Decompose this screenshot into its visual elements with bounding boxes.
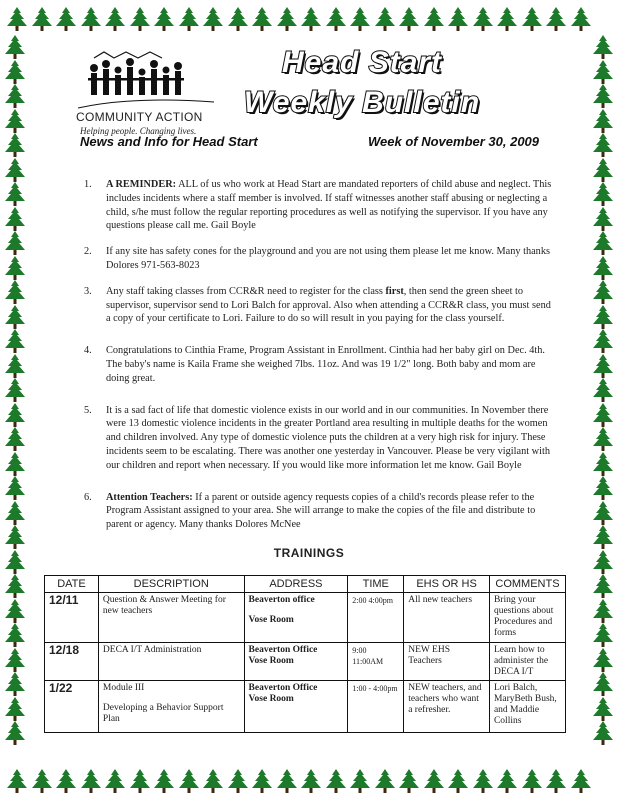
tree-icon — [592, 696, 614, 722]
tree-icon — [251, 6, 273, 32]
tree-icon — [592, 402, 614, 428]
item-text: Any staff taking classes from CCR&R need to register for the class — [106, 285, 386, 297]
tree-icon — [325, 768, 347, 794]
cell-time: 2:00 4:00pm — [348, 593, 404, 643]
cell-description: Module III Developing a Behavior Support Plan — [98, 681, 244, 733]
tree-icon — [129, 768, 151, 794]
tree-icon — [4, 132, 26, 158]
tree-icon — [55, 768, 77, 794]
tree-icon — [349, 6, 371, 32]
tree-icon — [545, 6, 567, 32]
tree-icon — [592, 328, 614, 354]
table-row — [45, 593, 566, 643]
tree-icon — [496, 768, 518, 794]
tree-icon — [592, 108, 614, 134]
tree-icon — [4, 598, 26, 624]
tree-icon — [570, 768, 592, 794]
tree-icon — [80, 6, 102, 32]
tree-icon — [6, 6, 28, 32]
tree-icon — [227, 768, 249, 794]
tree-icon — [592, 622, 614, 648]
tree-icon — [592, 671, 614, 697]
cell-time: 9:00 11:00AM — [348, 643, 404, 681]
tree-icon — [202, 768, 224, 794]
tree-icon — [592, 426, 614, 452]
tree-icon — [447, 6, 469, 32]
tree-icon — [592, 500, 614, 526]
tree-icon — [4, 402, 26, 428]
tree-icon — [80, 768, 102, 794]
tree-icon — [4, 353, 26, 379]
tree-icon — [153, 768, 175, 794]
tree-icon — [592, 206, 614, 232]
tree-icon — [4, 59, 26, 85]
cell-comments: Learn how to administer the DECA I/T — [489, 643, 565, 681]
col-header-comments: COMMENTS — [489, 576, 565, 593]
tree-icon — [4, 181, 26, 207]
item-label: Attention Teachers: — [106, 491, 193, 503]
tree-icon — [300, 6, 322, 32]
tree-icon — [592, 181, 614, 207]
tree-icon — [104, 6, 126, 32]
tree-icon — [398, 768, 420, 794]
list-item: 3. Any staff taking classes from CCR&R need to register for the class first, then send the green sheet to supervisor, supervisor send to Lori Balch for approval. Also when attending a CCR&R class, you must send a copy of your certificate to Lori. Failure to do so will result in you paying for the class yourself. — [84, 285, 551, 325]
cell-comments: Lori Balch, MaryBeth Bush, and Maddie Collins — [489, 681, 565, 733]
tree-icon — [545, 768, 567, 794]
cell-ehs-or-hs: NEW EHS Teachers — [404, 643, 490, 681]
bulletin-title-line2: Weekly Bulletin — [244, 86, 481, 119]
col-header-address: ADDRESS — [244, 576, 348, 593]
tree-icon — [592, 279, 614, 305]
item-text: Congratulations to Cinthia Frame, Program Assistant in Enrollment. Cinthia had her baby girl on Dec. 4th. The baby's name is Kaila Frame she weighed 7lbs. 11oz. And was 19 1/2" long. Both baby and mom are doing great. — [106, 345, 545, 384]
cell-ehs-or-hs: All new teachers — [404, 593, 490, 643]
tree-icon — [592, 573, 614, 599]
col-header-date: DATE — [45, 576, 99, 593]
tree-icon — [4, 255, 26, 281]
tree-icon — [592, 132, 614, 158]
tree-icon — [592, 647, 614, 673]
tree-icon — [521, 768, 543, 794]
col-header-description: DESCRIPTION — [98, 576, 244, 593]
tree-icon — [276, 768, 298, 794]
list-item: 6. Attention Teachers: If a parent or outside agency requests copies of a child's records please refer to the Program Assistant assigned to your area. She will arrange to make the copies of the file and distribute to parent or agency. Many thanks Dolores McNee — [84, 491, 536, 531]
item-text: It is a sad fact of life that domestic violence exists in our world and in our communities. In November there were 13 domestic violence incidents in the greater Portland area resulting in multiple deaths for the women and children involved. Any type of domestic violence puts the children at a very high risk for injury. These incidents seem to be escalating. There was another one yesterday in Vancouver. Please be very vigilant with our children and report when necessary. If you would like more information let me know. Gail Boyle — [106, 404, 550, 471]
tree-icon — [592, 353, 614, 379]
col-header-time: TIME — [348, 576, 404, 593]
cell-address: Beaverton Office Vose Room — [244, 681, 348, 733]
tree-icon — [178, 6, 200, 32]
cell-description: Question & Answer Meeting for new teachers — [98, 593, 244, 643]
item-label: A REMINDER: — [106, 179, 177, 190]
cell-date: 12/18 — [45, 643, 99, 681]
tree-icon — [4, 720, 26, 746]
tree-icon — [276, 6, 298, 32]
tree-icon — [592, 59, 614, 85]
tree-icon — [4, 500, 26, 526]
list-item: 5. It is a sad fact of life that domestic violence exists in our world and in our communities. In November there were 13 domestic violence incidents in the greater Portland area resulting in multiple deaths for the women and children involved. Any type of domestic violence puts the children at a very high risk for injury. These incidents seem to be escalating. There was another one yesterday in Vancouver. Please be very vigilant with our children and report when necessary. If you would like more information let me know. Gail Boyle — [84, 404, 550, 471]
tree-icon — [4, 573, 26, 599]
tree-icon — [423, 6, 445, 32]
tree-icon — [4, 279, 26, 305]
tree-icon — [4, 671, 26, 697]
bulletin-title-line1: Head Start — [282, 46, 443, 79]
tree-icon — [349, 768, 371, 794]
tree-icon — [6, 768, 28, 794]
tree-icon — [592, 304, 614, 330]
tree-icon — [374, 768, 396, 794]
tree-icon — [4, 622, 26, 648]
tree-icon — [129, 6, 151, 32]
item-text: ALL of us who work at Head Start are mandated reporters of child abuse and neglect. This includes incidents where a staff member is involved. If staff witnesses another staff abusing or neglecting a child, s/he must follow the regular reporting procedures as well as notifying the supervisor. If you have any questions please call me. Gail Boyle — [106, 179, 552, 232]
col-header-ehs-or-hs: EHS OR HS — [404, 576, 490, 593]
tree-icon — [4, 451, 26, 477]
tree-icon — [4, 108, 26, 134]
cell-description: DECA I/T Administration — [98, 643, 244, 681]
tree-icon — [251, 768, 273, 794]
tree-icon — [153, 6, 175, 32]
tree-icon — [4, 426, 26, 452]
tree-icon — [592, 157, 614, 183]
tree-icon — [4, 696, 26, 722]
tree-icon — [4, 475, 26, 501]
tree-icon — [31, 768, 53, 794]
tree-icon — [4, 647, 26, 673]
cell-address: Beaverton Office Vose Room — [244, 643, 348, 681]
tree-icon — [4, 377, 26, 403]
trainings-table — [44, 575, 566, 733]
cell-date: 12/11 — [45, 593, 99, 643]
tree-icon — [4, 157, 26, 183]
subtitle-week: Week of November 30, 2009 — [368, 134, 540, 149]
cell-time: 1:00 - 4:00pm — [348, 681, 404, 733]
tree-icon — [592, 720, 614, 746]
tree-icon — [447, 768, 469, 794]
tree-icon — [4, 34, 26, 60]
tree-icon — [592, 34, 614, 60]
announcement-list — [82, 178, 556, 544]
subtitle-news: News and Info for Head Start — [80, 134, 258, 149]
table-row — [45, 643, 566, 681]
tree-icon — [227, 6, 249, 32]
logo-tagline: Helping people. Changing lives. — [80, 126, 197, 136]
table-header-row — [45, 576, 566, 593]
tree-icon — [592, 451, 614, 477]
cell-date: 1/22 — [45, 681, 99, 733]
tree-icon — [31, 6, 53, 32]
tree-icon — [325, 6, 347, 32]
cell-comments: Bring your questions about Procedures and forms — [489, 593, 565, 643]
tree-icon — [521, 6, 543, 32]
tree-icon — [472, 768, 494, 794]
tree-icon — [4, 230, 26, 256]
tree-icon — [592, 598, 614, 624]
item-text: , then send the green sheet to supervisor, supervisor send to Lori Balch for approval. Also when attending a CCR&R class, you must send a copy of your certificate to Lori. Failure to do so will result in you paying for the class yourself. — [106, 285, 551, 325]
tree-icon — [592, 475, 614, 501]
table-row — [45, 681, 566, 733]
tree-icon — [4, 328, 26, 354]
cell-ehs-or-hs: NEW teachers, and teachers who want a refresher. — [404, 681, 490, 733]
tree-icon — [592, 230, 614, 256]
tree-icon — [178, 768, 200, 794]
logo-text: COMMUNITY ACTION — [76, 110, 203, 124]
tree-icon — [202, 6, 224, 32]
tree-icon — [300, 768, 322, 794]
tree-icon — [374, 6, 396, 32]
trainings-heading: TRAININGS — [273, 546, 345, 560]
item-text: If any site has safety cones for the playground and you are not using them please let me know. Many thanks Dolores 971-563-8023 — [106, 246, 550, 271]
tree-icon — [592, 377, 614, 403]
list-item: 1. A REMINDER: ALL of us who work at Head Start are mandated reporters of child abuse and neglect. This includes incidents where a staff member is involved. If staff witnesses another staff abusing or neglecting a child, s/he must follow the regular reporting procedures as well as notifying the supervisor. If you have any questions please call me. Gail Boyle — [84, 179, 552, 232]
tree-icon — [496, 6, 518, 32]
tree-icon — [4, 83, 26, 109]
tree-icon — [55, 6, 77, 32]
item-text: If a parent or outside agency requests copies of a child's records please refer to the Program Assistant assigned to your area. She will arrange to make the copies of the file and distribute to parent or agency. Many thanks Dolores McNee — [106, 491, 536, 531]
tree-icon — [4, 206, 26, 232]
item-bold: first — [385, 285, 404, 297]
tree-icon — [592, 255, 614, 281]
tree-icon — [592, 83, 614, 109]
list-item: 4. Congratulations to Cinthia Frame, Program Assistant in Enrollment. Cinthia had her baby girl on Dec. 4th. The baby's name is Kaila Frame she weighed 7lbs. 11oz. And was 19 1/2" long. Both baby and mom are doing great. — [84, 345, 545, 384]
tree-icon — [472, 6, 494, 32]
tree-icon — [570, 6, 592, 32]
list-item: 2. If any site has safety cones for the playground and you are not using them please let me know. Many thanks Dolores 971-563-8023 — [84, 246, 550, 271]
tree-icon — [4, 304, 26, 330]
cell-address: Beaverton office Vose Room — [244, 593, 348, 643]
tree-icon — [104, 768, 126, 794]
tree-icon — [423, 768, 445, 794]
tree-icon — [398, 6, 420, 32]
